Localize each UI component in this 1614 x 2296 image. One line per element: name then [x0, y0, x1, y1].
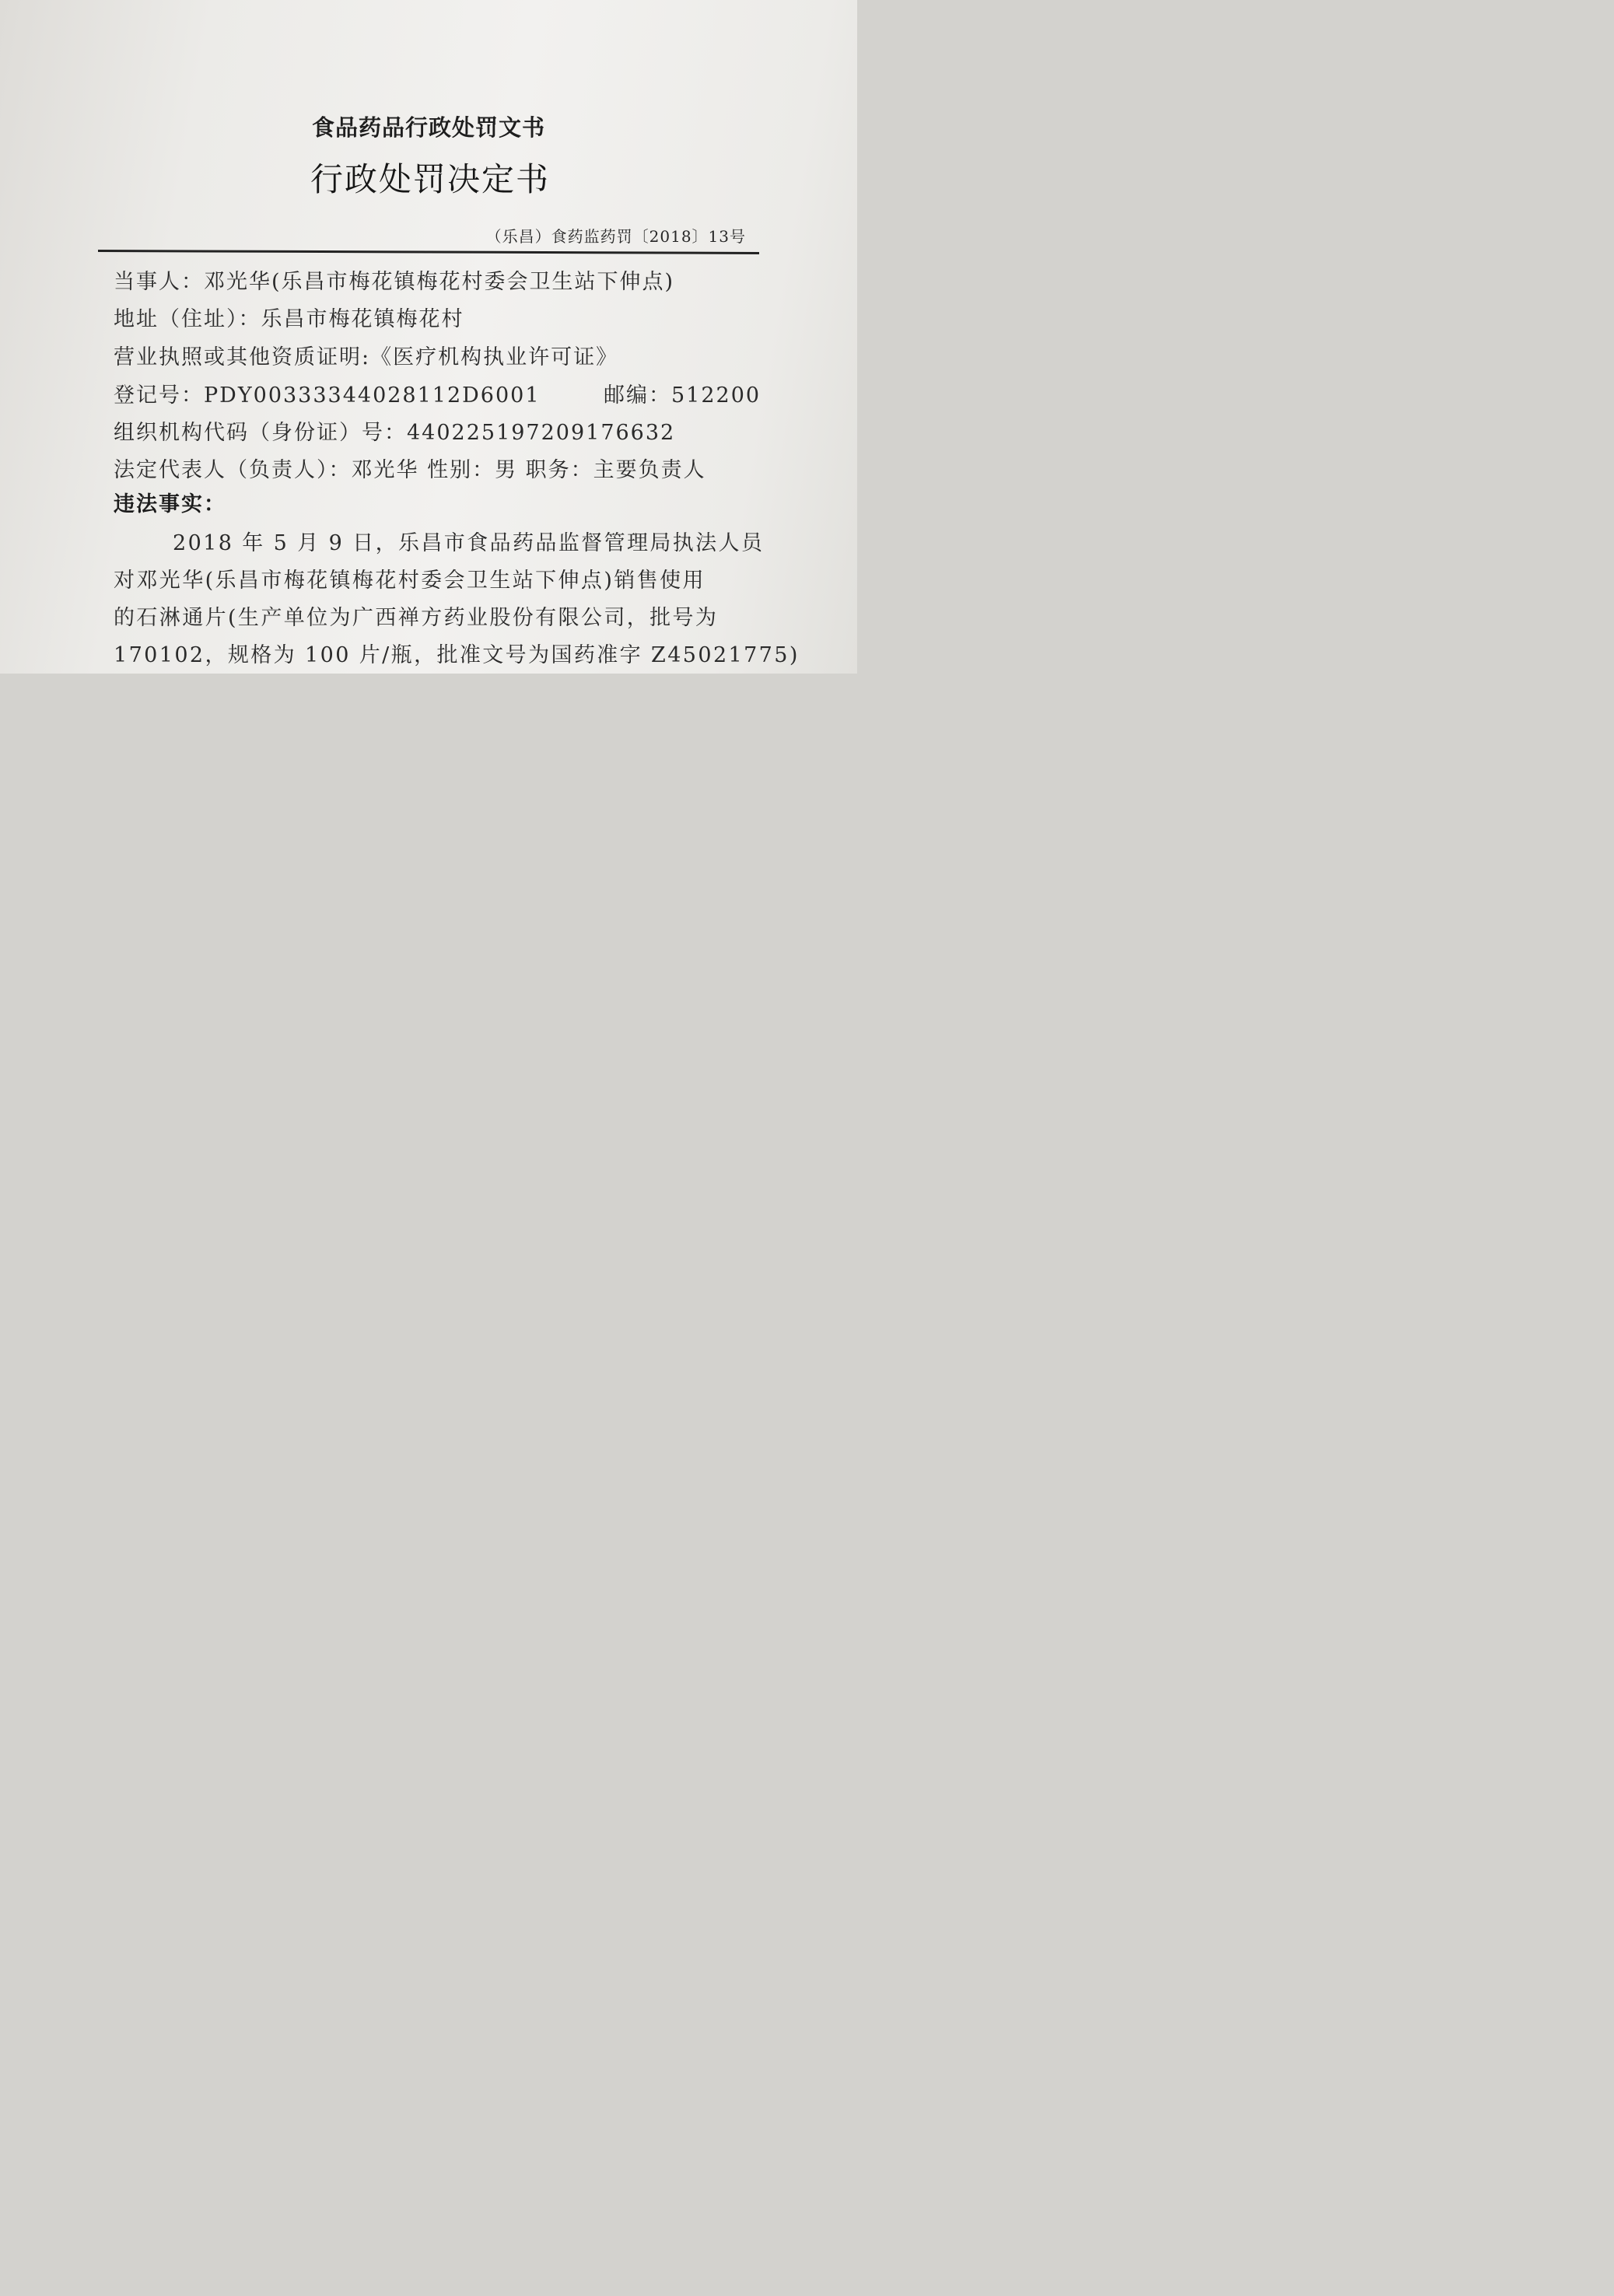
- header-divider: [98, 250, 759, 254]
- party-line: 当事人：邓光华(乐昌市梅花镇梅花村委会卫生站下伸点): [114, 270, 675, 294]
- document-title: 行政处罚决定书: [310, 160, 550, 198]
- license-line: 营业执照或其他资质证明:《医疗机构执业许可证》: [114, 345, 619, 369]
- registration-line: 登记号：PDY00333344028112D6001: [114, 383, 541, 408]
- facts-line: 的石淋通片(生产单位为广西禅方药业股份有限公司，批号为: [114, 606, 719, 630]
- truncated-text-line: [114, 666, 440, 674]
- facts-line: 对邓光华(乐昌市梅花镇梅花村委会卫生站下伸点)销售使用: [114, 569, 705, 593]
- org-code-line: 组织机构代码（身份证）号：440225197209176632: [114, 421, 676, 445]
- facts-line: 170102，规格为 100 片/瓶，批准文号为国药准字 Z45021775): [114, 643, 800, 667]
- document-page: [0, 0, 857, 674]
- address-line: 地址（住址）：乐昌市梅花镇梅花村: [114, 307, 464, 331]
- legal-rep-line: 法定代表人（负责人）：邓光华 性别：男 职务：主要负责人: [114, 458, 706, 482]
- document-number: （乐昌）食药监药罚〔2018〕13号: [485, 227, 746, 246]
- document-category: 食品药品行政处罚文书: [311, 114, 545, 141]
- blank-background: [0, 674, 857, 1220]
- facts-heading: 违法事实：: [114, 492, 226, 516]
- postal-code: 邮编：512200: [604, 383, 761, 408]
- facts-line: 2018 年 5 月 9 日，乐昌市食品药品监督管理局执法人员: [173, 531, 765, 555]
